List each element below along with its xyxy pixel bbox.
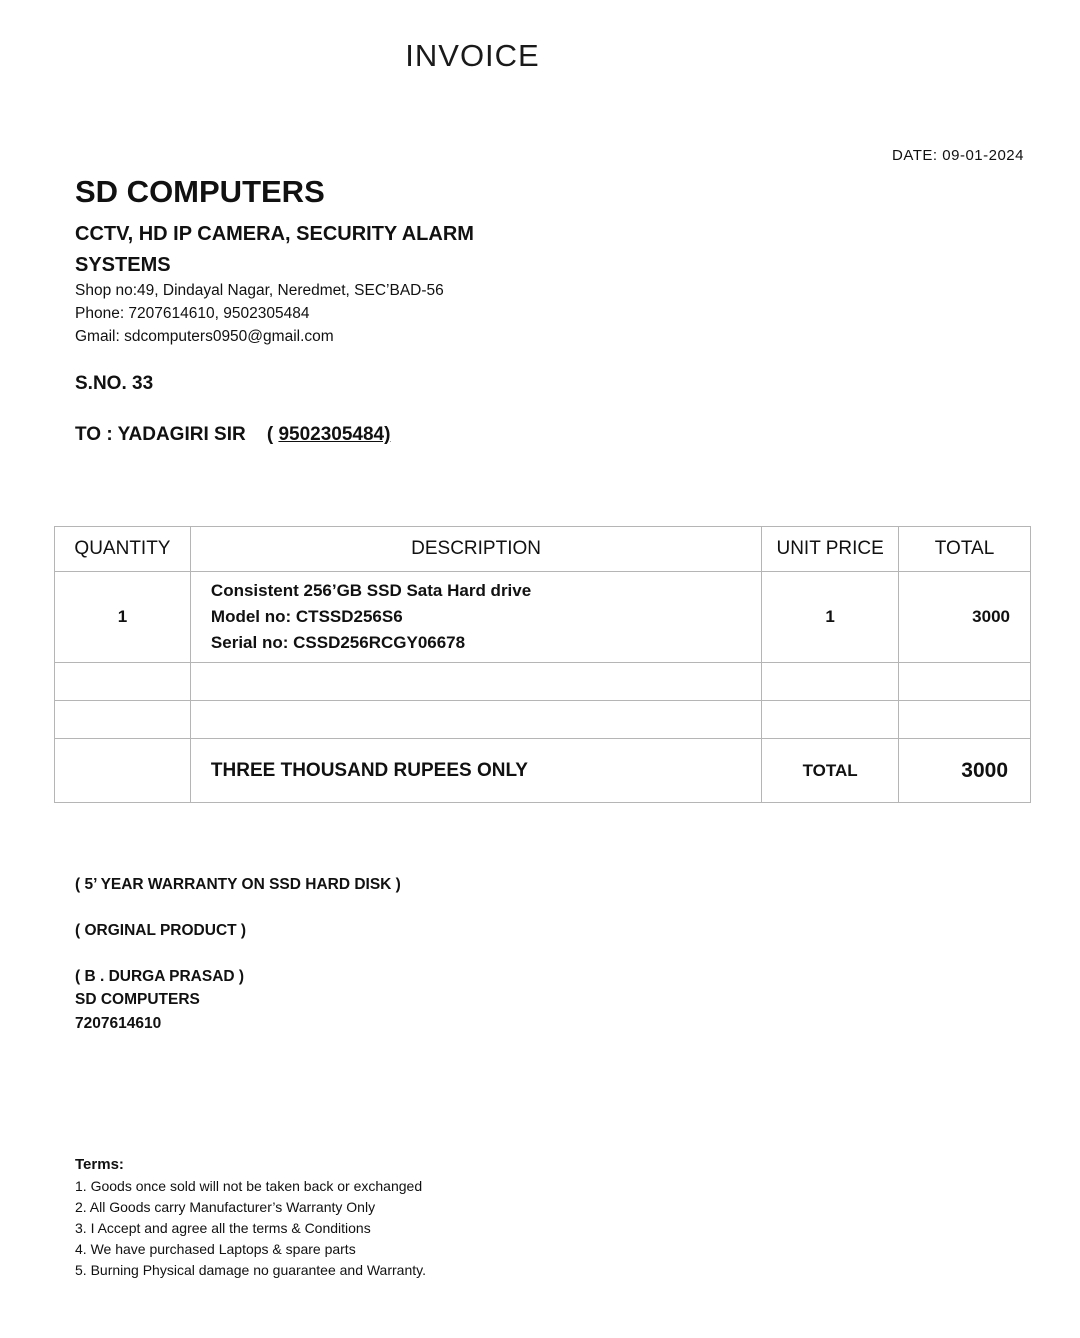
item-model: Model no: CTSSD256S6 xyxy=(210,607,403,626)
table-row xyxy=(55,663,1031,701)
original-note: ( ORGINAL PRODUCT ) xyxy=(75,922,247,939)
table-row xyxy=(55,701,1031,739)
company-address: Shop no:49, Dindayal Nagar, Neredmet, SEC’BAD-56 xyxy=(75,282,444,299)
header-total: TOTAL xyxy=(899,527,1031,572)
signatory-name: ( B . DURGA PRASAD ) xyxy=(75,968,245,985)
amount-in-words: THREE THOUSAND RUPEES ONLY xyxy=(190,739,761,803)
signatory-company: SD COMPUTERS xyxy=(75,991,200,1008)
recipient-phone: 9502305484) xyxy=(278,424,391,445)
item-serial: Serial no: CSSD256RCGY06678 xyxy=(210,633,466,652)
table-total-row xyxy=(55,739,1031,803)
terms-item: 4. We have purchased Laptops & spare parts xyxy=(75,1241,356,1257)
table-header-row xyxy=(55,527,1031,572)
recipient-name: YADAGIRI SIR xyxy=(117,424,246,445)
terms-item: 3. I Accept and agree all the terms & Conditions xyxy=(75,1220,371,1236)
recipient-phone-open: ( xyxy=(266,424,274,445)
warranty-note: ( 5’ YEAR WARRANTY ON SSD HARD DISK ) xyxy=(75,876,401,893)
terms-item: 1. Goods once sold will not be taken back or exchanged xyxy=(75,1178,423,1194)
recipient-line xyxy=(75,424,390,446)
header-description: DESCRIPTION xyxy=(190,527,761,572)
invoice-date: DATE: 09-01-2024 xyxy=(892,147,1024,164)
item-description xyxy=(190,572,761,663)
invoice-table xyxy=(54,526,1031,803)
serial-number: S.NO. 33 xyxy=(75,373,154,394)
header-unit-price: UNIT PRICE xyxy=(762,527,899,572)
company-email: Gmail: sdcomputers0950@gmail.com xyxy=(75,328,334,345)
invoice-title: INVOICE xyxy=(405,38,540,73)
item-quantity: 1 xyxy=(55,572,191,663)
item-desc-line: Consistent 256’GB SSD Sata Hard drive xyxy=(210,581,532,600)
terms-block xyxy=(75,1154,426,1281)
company-name: SD COMPUTERS xyxy=(75,174,325,209)
company-contact xyxy=(75,279,444,348)
item-unit-price: 1 xyxy=(762,572,899,663)
item-total: 3000 xyxy=(899,572,1031,663)
signatory-phone: 7207614610 xyxy=(75,1015,162,1032)
header-quantity: QUANTITY xyxy=(55,527,191,572)
total-label: TOTAL xyxy=(762,739,899,803)
table-row xyxy=(55,572,1031,663)
total-value: 3000 xyxy=(899,739,1031,803)
terms-item: 5. Burning Physical damage no guarantee and Warranty. xyxy=(75,1262,426,1278)
company-tagline: CCTV, HD IP CAMERA, SECURITY ALARM SYSTEMS xyxy=(75,223,474,276)
recipient-prefix: TO : xyxy=(75,424,113,445)
terms-item: 2. All Goods carry Manufacturer’s Warranty Only xyxy=(75,1199,376,1215)
terms-heading: Terms: xyxy=(75,1156,124,1173)
company-phone: Phone: 7207614610, 9502305484 xyxy=(75,305,310,322)
